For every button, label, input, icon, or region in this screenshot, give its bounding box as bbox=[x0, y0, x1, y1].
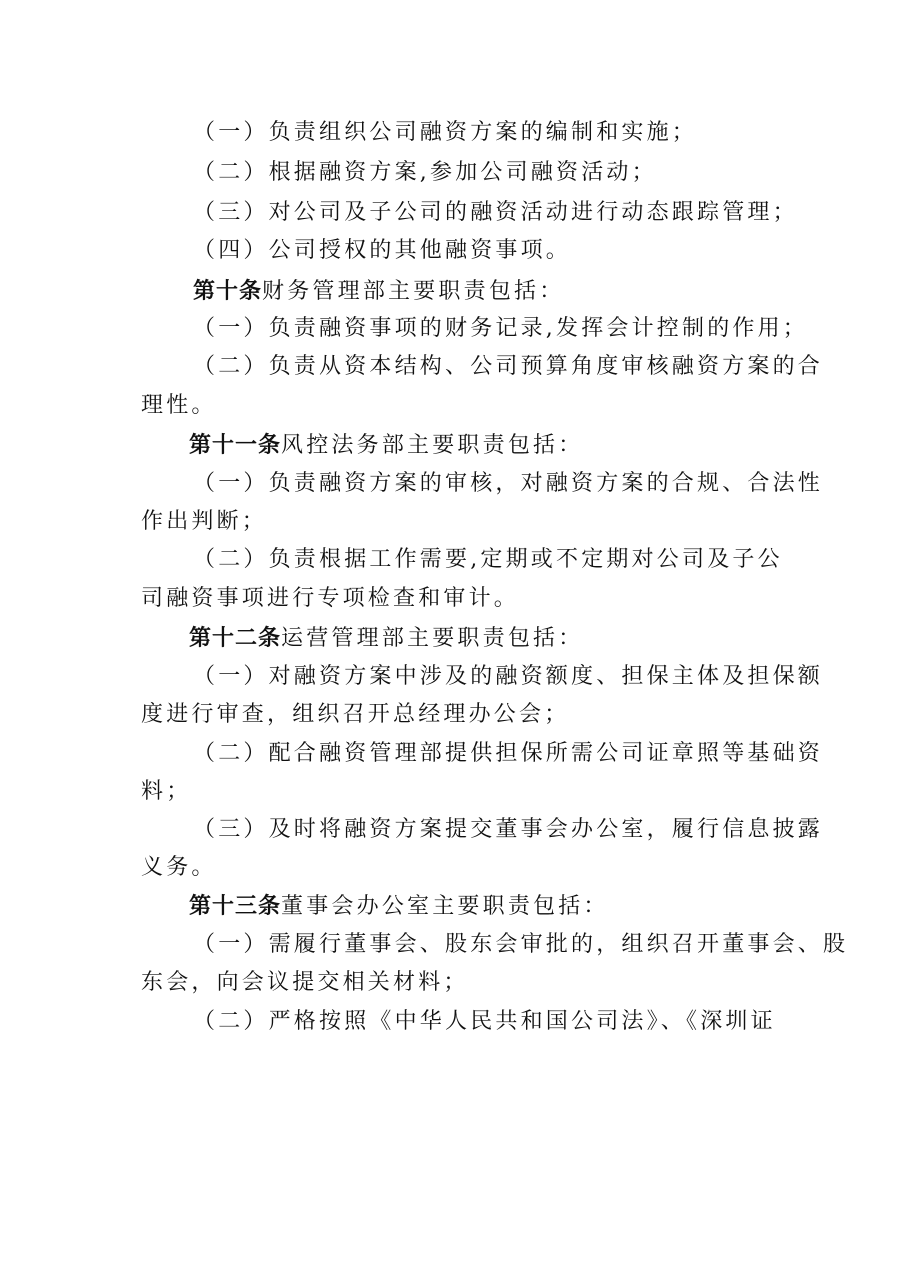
article-text: 风控法务部主要职责包括： bbox=[281, 433, 584, 458]
article-number: 第十三条 bbox=[189, 893, 282, 919]
text-line-12: （二）负责根据工作需要,定期或不定期对公司及子公 bbox=[193, 547, 783, 572]
text-line-4: （四）公司授权的其他融资事项。 bbox=[193, 238, 572, 263]
text-line-16: 度进行审查，组织召开总经理办公会； bbox=[141, 702, 570, 727]
text-line-7: （二）负责从资本结构、公司预算角度审核融资方案的合 bbox=[193, 354, 824, 379]
article-text: 财务管理部主要职责包括： bbox=[262, 279, 565, 304]
text-line-11: 作出判断； bbox=[141, 509, 268, 534]
article-number: 第十一条 bbox=[189, 432, 282, 458]
text-line-3: （三）对公司及子公司的融资活动进行动态跟踪管理； bbox=[193, 200, 798, 225]
text-line-2: （二）根据融资方案,参加公司融资活动； bbox=[193, 160, 657, 185]
article-11-heading bbox=[189, 430, 583, 461]
text-line-10: （一）负责融资方案的审核，对融资方案的合规、合法性 bbox=[193, 471, 824, 496]
text-line-1: （一）负责组织公司融资方案的编制和实施； bbox=[193, 120, 698, 145]
text-line-23: 东会，向会议提交相关材料； bbox=[141, 970, 469, 995]
text-line-24: （二）严格按照《中华人民共和国公司法》、《深圳证 bbox=[193, 1009, 776, 1034]
text-line-20: 义务。 bbox=[141, 855, 217, 880]
article-number: 第十条 bbox=[193, 278, 263, 304]
text-line-18: 料； bbox=[141, 779, 192, 804]
text-line-6: （一）负责融资事项的财务记录,发挥会计控制的作用； bbox=[193, 316, 808, 341]
text-line-19: （三）及时将融资方案提交董事会办公室，履行信息披露 bbox=[193, 817, 824, 842]
article-text: 运营管理部主要职责包括： bbox=[281, 626, 584, 651]
text-line-13: 司融资事项进行专项检查和审计。 bbox=[141, 586, 520, 611]
text-line-15: （一）对融资方案中涉及的融资额度、担保主体及担保额 bbox=[193, 664, 824, 689]
text-line-22: （一）需履行董事会、股东会审批的，组织召开董事会、股 bbox=[193, 932, 849, 957]
article-10-heading bbox=[193, 276, 564, 307]
article-text: 董事会办公室主要职责包括： bbox=[281, 894, 609, 919]
text-line-8: 理性。 bbox=[141, 393, 217, 418]
article-13-heading bbox=[189, 891, 609, 922]
article-12-heading bbox=[189, 623, 583, 654]
article-number: 第十二条 bbox=[189, 625, 282, 651]
text-line-17: （二）配合融资管理部提供担保所需公司证章照等基础资 bbox=[193, 741, 824, 766]
